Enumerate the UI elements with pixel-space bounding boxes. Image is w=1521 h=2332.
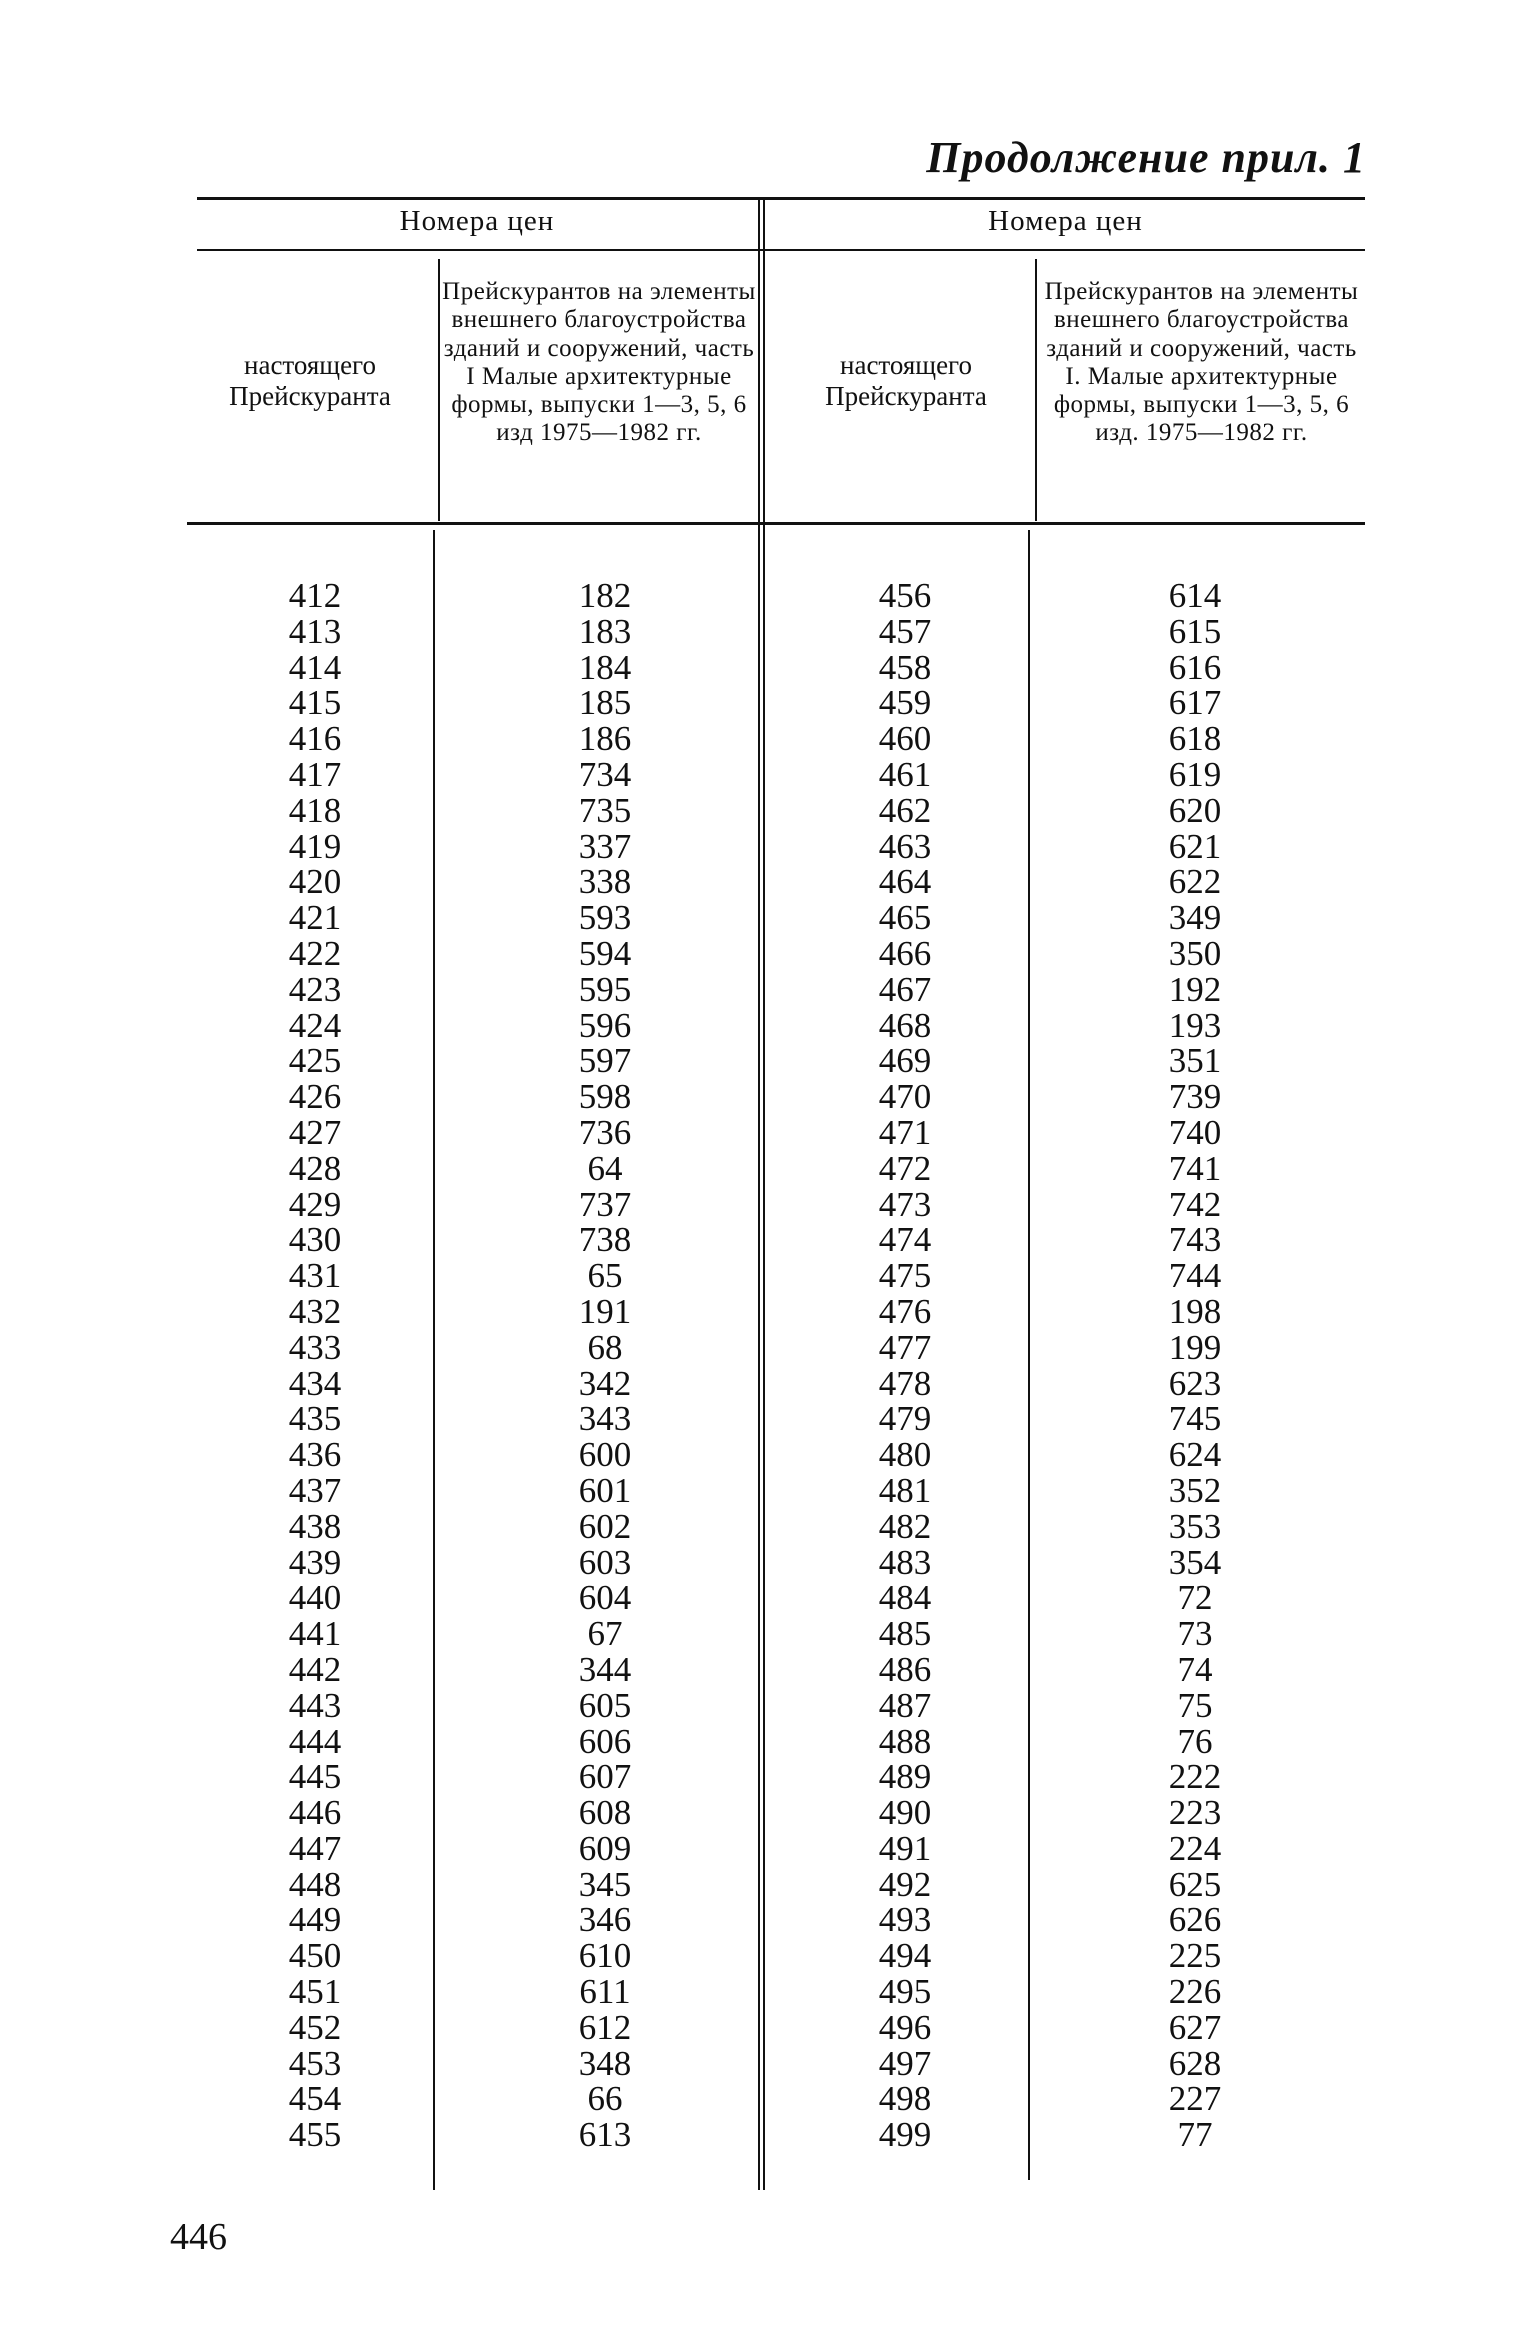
table-cell: 601 — [578, 1470, 632, 1510]
table-cell: 605 — [578, 1685, 632, 1725]
table-cell: 414 — [288, 647, 342, 687]
table-cell: 492 — [878, 1864, 932, 1904]
table-cell: 622 — [1168, 862, 1222, 902]
table-cell: 616 — [1168, 647, 1222, 687]
table-cell: 608 — [578, 1793, 632, 1833]
table-cell: 75 — [1177, 1685, 1213, 1725]
table-cell: 490 — [878, 1793, 932, 1833]
group-header-rule — [197, 249, 1365, 251]
table-cell: 342 — [578, 1363, 632, 1403]
table-cell: 457 — [878, 611, 932, 651]
table-cell: 475 — [878, 1256, 932, 1296]
table-cell: 417 — [288, 754, 342, 794]
center-double-rule-b — [763, 197, 765, 2190]
table-cell: 619 — [1168, 754, 1222, 794]
table-cell: 418 — [288, 790, 342, 830]
table-cell: 456 — [878, 576, 932, 615]
table-cell: 428 — [288, 1148, 342, 1188]
table-cell: 351 — [1168, 1041, 1222, 1081]
table-cell: 438 — [288, 1506, 342, 1546]
table-cell: 740 — [1168, 1112, 1222, 1152]
table-cell: 345 — [578, 1864, 632, 1904]
table-cell: 469 — [878, 1041, 932, 1081]
table-cell: 413 — [288, 611, 342, 651]
column-current-left — [225, 578, 405, 2153]
table-cell: 737 — [578, 1184, 632, 1224]
table-cell: 483 — [878, 1542, 932, 1582]
table-cell: 499 — [878, 2115, 932, 2155]
table-cell: 465 — [878, 898, 932, 938]
column-prices-left — [515, 578, 695, 2153]
table-cell: 488 — [878, 1721, 932, 1761]
table-cell: 186 — [578, 719, 632, 759]
table-cell: 611 — [579, 1972, 631, 2012]
table-cell: 494 — [878, 1936, 932, 1976]
table-cell: 474 — [878, 1220, 932, 1260]
table-cell: 739 — [1168, 1077, 1222, 1117]
table-cell: 183 — [578, 611, 632, 651]
table-cell: 185 — [578, 683, 632, 723]
table-cell: 433 — [288, 1327, 342, 1367]
table-cell: 618 — [1168, 719, 1222, 759]
table-cell: 421 — [288, 898, 342, 938]
table-cell: 66 — [587, 2079, 623, 2119]
table-cell: 497 — [878, 2043, 932, 2083]
table-cell: 627 — [1168, 2007, 1222, 2047]
table-cell: 412 — [288, 576, 342, 615]
table-cell: 480 — [878, 1435, 932, 1475]
table-cell: 463 — [878, 826, 932, 866]
table-cell: 422 — [288, 933, 342, 973]
table-cell: 225 — [1168, 1936, 1222, 1976]
table-cell: 482 — [878, 1506, 932, 1546]
table-cell: 604 — [578, 1578, 632, 1618]
table-cell: 735 — [578, 790, 632, 830]
table-cell: 477 — [878, 1327, 932, 1367]
table-cell: 624 — [1168, 1435, 1222, 1475]
table-cell: 352 — [1168, 1470, 1222, 1510]
table-cell: 628 — [1168, 2043, 1222, 2083]
table-cell: 467 — [878, 969, 932, 1009]
table-cell: 434 — [288, 1363, 342, 1403]
table-cell: 443 — [288, 1685, 342, 1725]
table-cell: 602 — [578, 1506, 632, 1546]
table-cell: 464 — [878, 862, 932, 902]
table-cell: 425 — [288, 1041, 342, 1081]
table-cell: 72 — [1177, 1578, 1213, 1618]
right-group-divider-body — [1028, 530, 1030, 2180]
table-cell: 446 — [288, 1793, 342, 1833]
table-cell: 447 — [288, 1828, 342, 1868]
table-cell: 444 — [288, 1721, 342, 1761]
table-cell: 223 — [1168, 1793, 1222, 1833]
table-cell: 460 — [878, 719, 932, 759]
table-cell: 227 — [1168, 2079, 1222, 2119]
table-cell: 182 — [578, 576, 632, 615]
table-cell: 626 — [1168, 1900, 1222, 1940]
table-cell: 432 — [288, 1291, 342, 1331]
table-cell: 454 — [288, 2079, 342, 2119]
table-cell: 199 — [1168, 1327, 1222, 1367]
table-cell: 607 — [578, 1757, 632, 1797]
table-cell: 487 — [878, 1685, 932, 1725]
table-cell: 623 — [1168, 1363, 1222, 1403]
table-cell: 625 — [1168, 1864, 1222, 1904]
table-cell: 621 — [1168, 826, 1222, 866]
table-cell: 449 — [288, 1900, 342, 1940]
table-cell: 614 — [1168, 576, 1222, 615]
table-cell: 478 — [878, 1363, 932, 1403]
table-cell: 471 — [878, 1112, 932, 1152]
table-cell: 609 — [578, 1828, 632, 1868]
table-cell: 226 — [1168, 1972, 1222, 2012]
table-cell: 472 — [878, 1148, 932, 1188]
table-cell: 423 — [288, 969, 342, 1009]
table-cell: 742 — [1168, 1184, 1222, 1224]
table-cell: 594 — [578, 933, 632, 973]
table-cell: 184 — [578, 647, 632, 687]
table-cell: 496 — [878, 2007, 932, 2047]
table-cell: 603 — [578, 1542, 632, 1582]
table-cell: 73 — [1177, 1614, 1213, 1654]
table-cell: 338 — [578, 862, 632, 902]
table-cell: 416 — [288, 719, 342, 759]
table-top-rule — [197, 197, 1365, 200]
table-cell: 427 — [288, 1112, 342, 1152]
table-cell: 495 — [878, 1972, 932, 2012]
table-cell: 442 — [288, 1649, 342, 1689]
table-cell: 489 — [878, 1757, 932, 1797]
table-cell: 426 — [288, 1077, 342, 1117]
table-cell: 343 — [578, 1399, 632, 1439]
table-cell: 600 — [578, 1435, 632, 1475]
table-cell: 741 — [1168, 1148, 1222, 1188]
table-cell: 193 — [1168, 1005, 1222, 1045]
table-cell: 610 — [578, 1936, 632, 1976]
table-cell: 337 — [578, 826, 632, 866]
table-cell: 486 — [878, 1649, 932, 1689]
table-cell: 441 — [288, 1614, 342, 1654]
table-cell: 470 — [878, 1077, 932, 1117]
group-title-left: Номера цен — [399, 205, 555, 237]
table-cell: 461 — [878, 754, 932, 794]
table-cell: 435 — [288, 1399, 342, 1439]
table-cell: 453 — [288, 2043, 342, 2083]
table-cell: 439 — [288, 1542, 342, 1582]
table-cell: 224 — [1168, 1828, 1222, 1868]
table-cell: 476 — [878, 1291, 932, 1331]
table-cell: 484 — [878, 1578, 932, 1618]
table-cell: 473 — [878, 1184, 932, 1224]
table-cell: 491 — [878, 1828, 932, 1868]
table-cell: 344 — [578, 1649, 632, 1689]
table-cell: 596 — [578, 1005, 632, 1045]
table-cell: 743 — [1168, 1220, 1222, 1260]
table-cell: 424 — [288, 1005, 342, 1045]
table-cell: 450 — [288, 1936, 342, 1976]
table-cell: 191 — [578, 1291, 632, 1331]
center-double-rule-a — [758, 197, 760, 2190]
table-cell: 68 — [587, 1327, 623, 1367]
column-prices-right — [1105, 578, 1285, 2153]
table-cell: 613 — [578, 2115, 632, 2155]
table-cell: 455 — [288, 2115, 342, 2155]
table-cell: 65 — [587, 1256, 623, 1296]
table-cell: 498 — [878, 2079, 932, 2119]
table-cell: 353 — [1168, 1506, 1222, 1546]
header-current-right: настоящего Прейскуранта — [825, 350, 987, 412]
table-cell: 448 — [288, 1864, 342, 1904]
page-number: 446 — [170, 2216, 227, 2258]
table-cell: 617 — [1168, 683, 1222, 723]
subheader-rule — [187, 522, 1365, 525]
table-cell: 429 — [288, 1184, 342, 1224]
table-cell: 479 — [878, 1399, 932, 1439]
table-cell: 468 — [878, 1005, 932, 1045]
header-current-left: настоящего Прейскуранта — [229, 350, 391, 412]
table-cell: 415 — [288, 683, 342, 723]
table-cell: 734 — [578, 754, 632, 794]
table-cell: 445 — [288, 1757, 342, 1797]
table-cell: 606 — [578, 1721, 632, 1761]
table-cell: 451 — [288, 1972, 342, 2012]
table-cell: 466 — [878, 933, 932, 973]
table-cell: 593 — [578, 898, 632, 938]
table-cell: 419 — [288, 826, 342, 866]
table-cell: 612 — [578, 2007, 632, 2047]
table-cell: 481 — [878, 1470, 932, 1510]
table-cell: 440 — [288, 1578, 342, 1618]
table-cell: 348 — [578, 2043, 632, 2083]
table-cell: 459 — [878, 683, 932, 723]
table-cell: 436 — [288, 1435, 342, 1475]
table-cell: 485 — [878, 1614, 932, 1654]
table-cell: 620 — [1168, 790, 1222, 830]
table-cell: 349 — [1168, 898, 1222, 938]
continuation-heading: Продолжение прил. 1 — [926, 133, 1366, 182]
left-group-divider — [438, 259, 440, 521]
table-cell: 437 — [288, 1470, 342, 1510]
column-current-right — [815, 578, 995, 2153]
table-cell: 346 — [578, 1900, 632, 1940]
table-cell: 736 — [578, 1112, 632, 1152]
table-cell: 598 — [578, 1077, 632, 1117]
group-title-right: Номера цен — [988, 205, 1143, 237]
table-cell: 64 — [587, 1148, 623, 1188]
table-cell: 595 — [578, 969, 632, 1009]
table-cell: 67 — [587, 1614, 623, 1654]
table-cell: 77 — [1177, 2115, 1213, 2155]
table-cell: 615 — [1168, 611, 1222, 651]
table-cell: 350 — [1168, 933, 1222, 973]
table-cell: 354 — [1168, 1542, 1222, 1582]
table-cell: 431 — [288, 1256, 342, 1296]
table-cell: 198 — [1168, 1291, 1222, 1331]
right-group-divider — [1035, 259, 1037, 521]
table-cell: 420 — [288, 862, 342, 902]
table-cell: 74 — [1177, 1649, 1213, 1689]
table-cell: 458 — [878, 647, 932, 687]
left-group-divider-body — [433, 530, 435, 2190]
table-cell: 745 — [1168, 1399, 1222, 1439]
table-cell: 493 — [878, 1900, 932, 1940]
table-cell: 76 — [1177, 1721, 1213, 1761]
table-cell: 744 — [1168, 1256, 1222, 1296]
header-prices-right: Прейскурантов на элементы внешнего благоустройства зданий и сооружений, часть I. Малые архитектурные формы, выпуски 1—3, 5, 6 изд. 1975—1982 гг. — [1044, 278, 1359, 447]
table-cell: 452 — [288, 2007, 342, 2047]
table-cell: 462 — [878, 790, 932, 830]
table-cell: 738 — [578, 1220, 632, 1260]
table-cell: 597 — [578, 1041, 632, 1081]
table-cell: 430 — [288, 1220, 342, 1260]
table-cell: 222 — [1168, 1757, 1222, 1797]
header-prices-left: Прейскурантов на элементы внешнего благоустройства зданий и сооружений, часть I Малые архитектурные формы, выпуски 1—3, 5, 6 изд 1975—1982 гг. — [442, 278, 756, 447]
table-cell: 192 — [1168, 969, 1222, 1009]
